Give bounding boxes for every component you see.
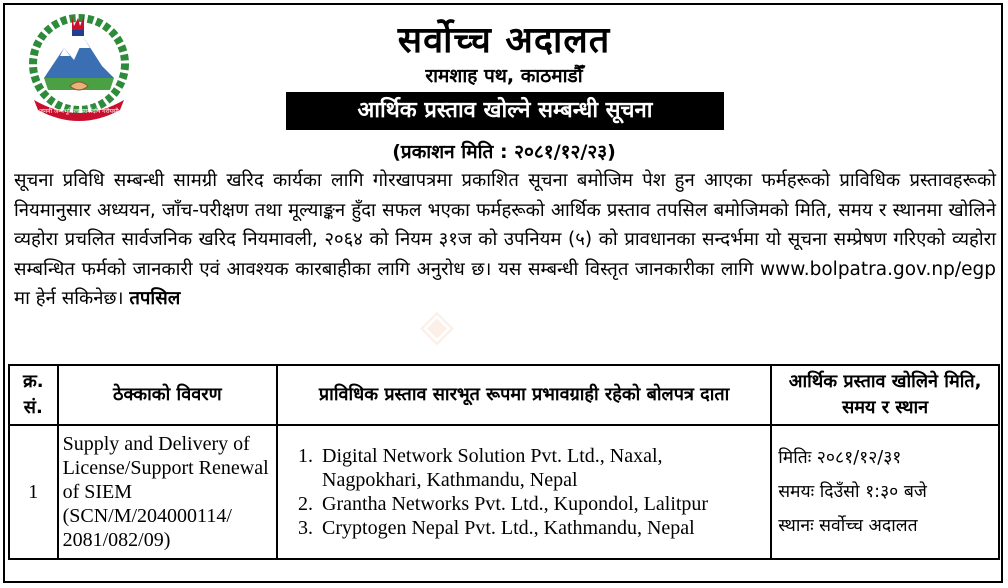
details-table [8,364,1000,560]
table-header-row [9,365,999,425]
notice-paragraph: सूचना प्रविधि सम्बन्धी सामग्री खरिद कार्यका लागि गोरखापत्रमा प्रकाशित सूचना बमोजिम पेश हुन आएका फर्महरूको प्राविधिक प्रस्तावहरूको नियमानुसार अध्ययन, जाँच-परीक्षण तथा मूल्याङ्कन हुँदा सफल भएका फर्महरूको आर्थिक प्रस्ताव तपसिल बमोजिमको मिति, समय र स्थानमा खोलिने व्यहोरा प्रचलित सार्वजनिक खरिद नियमावली, २०६४ को नियम ३१ज को उपनियम (५) को प्रावधानका सन्दर्भमा यो सूचना सम्प्रेषण गरिएको व्यहोरा सम्बन्धित फर्मको जानकारी एवं आवश्यक कारबाहीका लागि अनुरोध छ। यस सम्बन्धी विस्तृत जानकारीका लागि www.bolpatra.gov.np/egp मा हेर्न सकिनेछ। [14,170,996,309]
row-description: Supply and Delivery of License/Support Renewal of SIEM (SCN/M/204000114/ 2081/082/09) [58,425,277,559]
header-description: ठेक्काको विवरण [58,365,277,425]
row-schedule [771,425,999,559]
bidder-item: 3. Cryptogen Nepal Pvt. Ltd., Kathmandu, Nepal [318,516,764,540]
schedule-date: मितिः २०८१/१२/३१ [778,448,902,468]
emblem-motto: जननी जन्मभूमिश्च स्वर्गादपि गरीयसी [39,108,119,115]
notice-banner: आर्थिक प्रस्ताव खोल्ने सम्बन्धी सूचना [286,92,724,130]
watermark-icon: ◈ [420,300,454,351]
notice-body [14,166,996,314]
bidder-item: 2. Grantha Networks Pvt. Ltd., Kupondol, Lalitpur [318,492,764,516]
row-sn: 1 [9,425,58,559]
header-bidders: प्राविधिक प्रस्ताव सारभूत रूपमा प्रभावग्राही रहेको बोलपत्र दाता [277,365,771,425]
court-title: सर्वोच्च अदालत [397,20,611,61]
header-sn: क्र. सं. [9,365,58,425]
tapasil-label: तपसिल [129,288,181,309]
schedule-place: स्थानः सर्वोच्च अदालत [778,516,918,536]
bidder-item: 1. Digital Network Solution Pvt. Ltd., Naxal, Nagpokhari, Kathmandu, Nepal [318,444,764,492]
header-schedule: आर्थिक प्रस्ताव खोलिने मिति, समय र स्थान [771,365,999,425]
table-row [9,425,999,559]
row-bidders [277,425,771,559]
schedule-time: समयः दिउँसो १:३० बजे [778,482,927,502]
publication-date: (प्रकाशन मिति : २०८१/१२/२३) [392,141,616,163]
court-address: रामशाह पथ, काठमाडौँ [425,65,583,87]
